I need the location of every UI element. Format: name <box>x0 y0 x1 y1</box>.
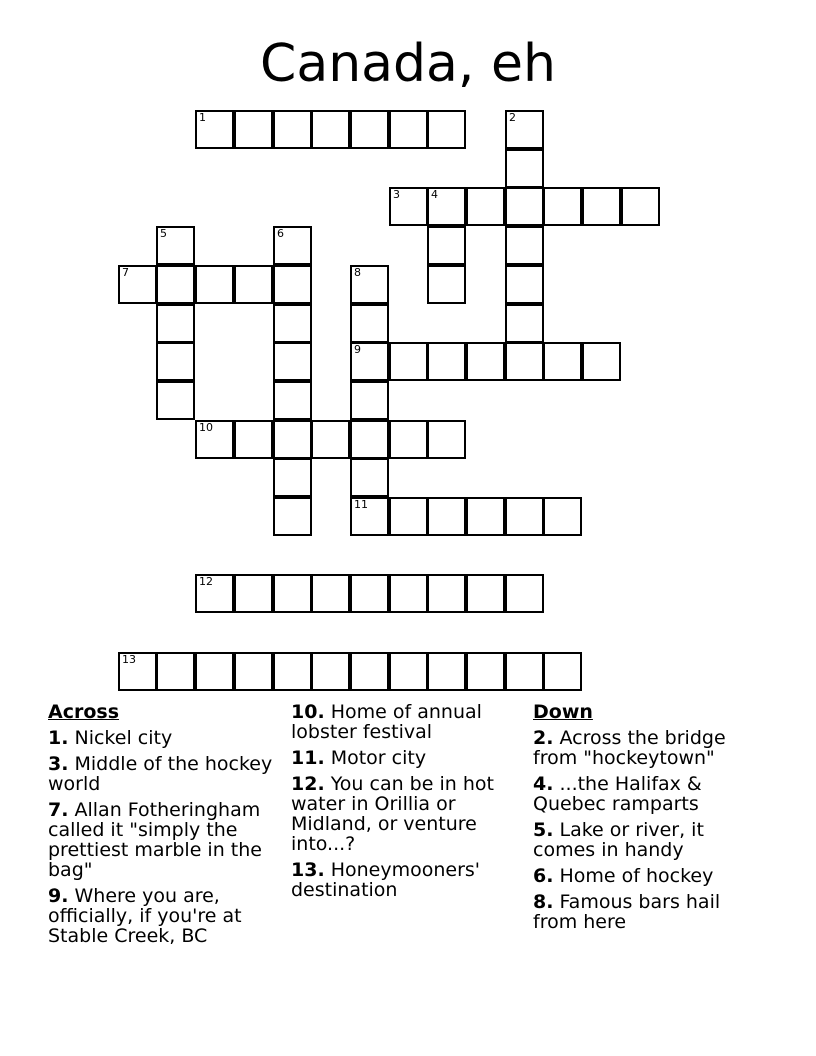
clue-number-label: 10 <box>199 421 213 434</box>
grid-cell[interactable] <box>427 265 466 304</box>
grid-cell[interactable] <box>466 342 505 381</box>
grid-cell[interactable] <box>389 574 428 613</box>
grid-cell[interactable] <box>156 381 195 420</box>
across-clues-column-1 <box>48 702 288 952</box>
grid-cell[interactable] <box>311 652 350 691</box>
grid-cell[interactable] <box>273 110 312 149</box>
down-header: Down <box>533 701 593 723</box>
grid-cell[interactable] <box>156 304 195 343</box>
grid-cell[interactable] <box>543 342 582 381</box>
clue-number-label: 13 <box>122 653 136 666</box>
grid-cell[interactable] <box>273 652 312 691</box>
clue-number-label: 5 <box>160 227 167 240</box>
grid-cell[interactable] <box>234 420 273 459</box>
grid-cell[interactable] <box>427 226 466 265</box>
grid-cell[interactable] <box>427 187 466 226</box>
across-header: Across <box>48 701 120 723</box>
grid-cell[interactable] <box>427 497 466 536</box>
grid-cell[interactable] <box>234 574 273 613</box>
grid-cell[interactable] <box>350 110 389 149</box>
clue-number-label: 3 <box>393 188 400 201</box>
clue-number-label: 8 <box>354 266 361 279</box>
grid-cell[interactable] <box>350 304 389 343</box>
grid-cell[interactable] <box>156 342 195 381</box>
grid-cell[interactable] <box>427 652 466 691</box>
grid-cell[interactable] <box>389 187 428 226</box>
grid-cell[interactable] <box>505 110 544 149</box>
down-clues-column <box>533 702 753 938</box>
grid-cell[interactable] <box>118 652 157 691</box>
grid-cell[interactable] <box>156 265 195 304</box>
clue-across-9: 9. Where you are, officially, if you're at Stable Creek, BC <box>48 885 242 947</box>
grid-cell[interactable] <box>156 652 195 691</box>
grid-cell[interactable] <box>543 497 582 536</box>
grid-cell[interactable] <box>350 458 389 497</box>
grid-cell[interactable] <box>621 187 660 226</box>
grid-cell[interactable] <box>427 574 466 613</box>
grid-cell[interactable] <box>389 420 428 459</box>
clue-down-8: 8. Famous bars hail from here <box>533 891 721 933</box>
grid-cell[interactable] <box>582 342 621 381</box>
grid-cell[interactable] <box>350 420 389 459</box>
grid-cell[interactable] <box>195 420 234 459</box>
clue-number-label: 2 <box>509 111 516 124</box>
grid-cell[interactable] <box>118 265 157 304</box>
grid-cell[interactable] <box>505 342 544 381</box>
grid-cell[interactable] <box>234 265 273 304</box>
grid-cell[interactable] <box>505 652 544 691</box>
grid-cell[interactable] <box>389 652 428 691</box>
clue-number-label: 1 <box>199 111 206 124</box>
clue-across-1: 1. Nickel city <box>48 727 173 749</box>
puzzle-title: Canada, eh <box>260 34 556 94</box>
clue-down-2: 2. Across the bridge from "hockeytown" <box>533 727 726 769</box>
grid-cell[interactable] <box>505 149 544 188</box>
clue-number-label: 11 <box>354 498 368 511</box>
grid-cell[interactable] <box>505 226 544 265</box>
clue-number-label: 9 <box>354 343 361 356</box>
grid-cell[interactable] <box>195 265 234 304</box>
clue-down-4: 4. ...the Halifax & Quebec ramparts <box>533 773 702 815</box>
grid-cell[interactable] <box>389 497 428 536</box>
clue-across-12: 12. You can be in hot water in Orillia or Midland, or venture into...? <box>291 773 494 855</box>
grid-cell[interactable] <box>234 110 273 149</box>
grid-cell[interactable] <box>273 342 312 381</box>
grid-cell[interactable] <box>195 110 234 149</box>
grid-cell[interactable] <box>273 304 312 343</box>
grid-cell[interactable] <box>389 110 428 149</box>
grid-cell[interactable] <box>311 574 350 613</box>
grid-cell[interactable] <box>350 497 389 536</box>
grid-cell[interactable] <box>350 381 389 420</box>
grid-cell[interactable] <box>273 497 312 536</box>
clue-down-5: 5. Lake or river, it comes in handy <box>533 819 704 861</box>
clue-across-11: 11. Motor city <box>291 747 427 769</box>
grid-cell[interactable] <box>505 574 544 613</box>
grid-cell[interactable] <box>427 420 466 459</box>
grid-cell[interactable] <box>156 226 195 265</box>
grid-cell[interactable] <box>466 652 505 691</box>
grid-cell[interactable] <box>350 342 389 381</box>
grid-cell[interactable] <box>273 420 312 459</box>
grid-cell[interactable] <box>505 304 544 343</box>
grid-cell[interactable] <box>273 574 312 613</box>
clue-number-label: 7 <box>122 266 129 279</box>
grid-cell[interactable] <box>273 265 312 304</box>
grid-cell[interactable] <box>543 652 582 691</box>
grid-cell[interactable] <box>234 652 273 691</box>
across-clues-column-2 <box>291 702 521 906</box>
grid-cell[interactable] <box>505 187 544 226</box>
grid-cell[interactable] <box>466 187 505 226</box>
grid-cell[interactable] <box>427 110 466 149</box>
clue-number-label: 4 <box>431 188 438 201</box>
clue-number-label: 6 <box>277 227 284 240</box>
grid-cell[interactable] <box>311 420 350 459</box>
grid-cell[interactable] <box>389 342 428 381</box>
grid-cell[interactable] <box>466 497 505 536</box>
grid-cell[interactable] <box>466 574 505 613</box>
grid-cell[interactable] <box>350 574 389 613</box>
clue-across-7: 7. Allan Fotheringham called it "simply the prettiest marble in the bag" <box>48 799 262 881</box>
clue-down-6: 6. Home of hockey <box>533 865 714 887</box>
grid-cell[interactable] <box>273 226 312 265</box>
clue-across-13: 13. Honeymooners' destination <box>291 859 481 901</box>
grid-cell[interactable] <box>505 497 544 536</box>
clue-across-3: 3. Middle of the hockey world <box>48 753 273 795</box>
grid-cell[interactable] <box>195 652 234 691</box>
grid-cell[interactable] <box>350 265 389 304</box>
grid-cell[interactable] <box>273 381 312 420</box>
grid-cell[interactable] <box>350 652 389 691</box>
grid-cell[interactable] <box>195 574 234 613</box>
grid-cell[interactable] <box>505 265 544 304</box>
clue-across-10: 10. Home of annual lobster festival <box>291 701 482 743</box>
grid-cell[interactable] <box>427 342 466 381</box>
grid-cell[interactable] <box>582 187 621 226</box>
clue-number-label: 12 <box>199 575 213 588</box>
grid-cell[interactable] <box>543 187 582 226</box>
grid-cell[interactable] <box>311 110 350 149</box>
grid-cell[interactable] <box>273 458 312 497</box>
